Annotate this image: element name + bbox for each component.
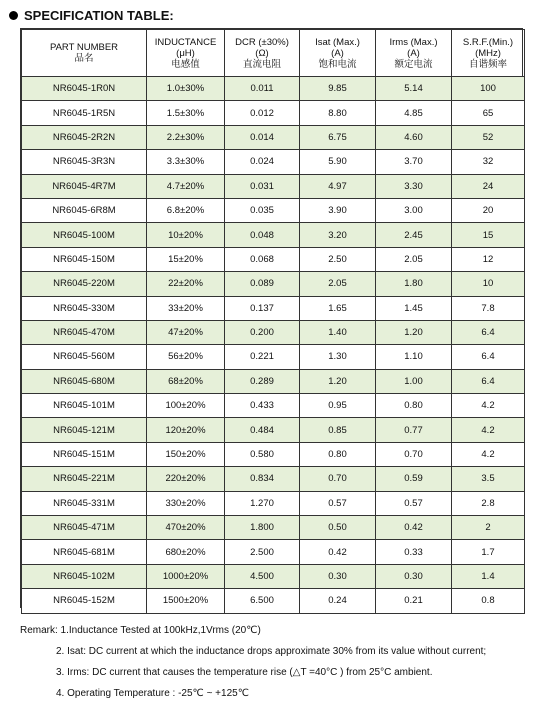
irms-cell: 4.85: [376, 101, 452, 125]
isat-cell: 3.90: [300, 198, 376, 222]
srf-cell: 4.2: [452, 418, 525, 442]
remark-4: 4. Operating Temperature : -25℃ ~ +125℃: [56, 688, 249, 699]
srf-cell: 6.4: [452, 369, 525, 393]
irms-cell: 1.80: [376, 272, 452, 296]
dcr-cell: 0.221: [225, 345, 300, 369]
table-row: [22, 467, 525, 491]
table-row: [22, 101, 525, 125]
part-number-cell: NR6045-470M: [22, 320, 147, 344]
part-number-cell: NR6045-221M: [22, 467, 147, 491]
irms-cell: 3.30: [376, 174, 452, 198]
srf-cell: 52: [452, 125, 525, 149]
table-row: [22, 516, 525, 540]
table-row: [22, 77, 525, 101]
isat-cell: 0.70: [300, 467, 376, 491]
srf-cell: 2.8: [452, 491, 525, 515]
dcr-cell: 0.834: [225, 467, 300, 491]
part-number-cell: NR6045-100M: [22, 223, 147, 247]
isat-cell: 3.20: [300, 223, 376, 247]
srf-cell: 32: [452, 150, 525, 174]
dcr-cell: 0.031: [225, 174, 300, 198]
inductance-cell: 1.5±30%: [147, 101, 225, 125]
table-row: [22, 418, 525, 442]
srf-cell: 12: [452, 247, 525, 271]
inductance-cell: 4.7±20%: [147, 174, 225, 198]
dcr-cell: 0.011: [225, 77, 300, 101]
header-dcr: DCR (±30%) (Ω) 直流电阻: [225, 30, 300, 77]
inductance-cell: 100±20%: [147, 394, 225, 418]
dcr-cell: 0.089: [225, 272, 300, 296]
part-number-cell: NR6045-471M: [22, 516, 147, 540]
srf-cell: 1.7: [452, 540, 525, 564]
dcr-cell: 0.024: [225, 150, 300, 174]
dcr-cell: 0.048: [225, 223, 300, 247]
isat-cell: 2.05: [300, 272, 376, 296]
specification-table: [21, 29, 525, 614]
section-title: [9, 6, 174, 24]
irms-cell: 3.70: [376, 150, 452, 174]
dcr-cell: 0.068: [225, 247, 300, 271]
srf-cell: 7.8: [452, 296, 525, 320]
inductance-cell: 3.3±30%: [147, 150, 225, 174]
srf-cell: 4.2: [452, 442, 525, 466]
part-number-cell: NR6045-2R2N: [22, 125, 147, 149]
irms-cell: 1.00: [376, 369, 452, 393]
table-row: [22, 198, 525, 222]
dcr-cell: 0.137: [225, 296, 300, 320]
inductance-cell: 220±20%: [147, 467, 225, 491]
inductance-cell: 56±20%: [147, 345, 225, 369]
table-row: [22, 174, 525, 198]
srf-cell: 20: [452, 198, 525, 222]
srf-cell: 6.4: [452, 345, 525, 369]
part-number-cell: NR6045-1R0N: [22, 77, 147, 101]
header-srf: S.R.F.(Min.) (MHz) 自谐频率: [452, 30, 525, 77]
srf-cell: 1.4: [452, 564, 525, 588]
dcr-cell: 0.580: [225, 442, 300, 466]
dcr-cell: 0.200: [225, 320, 300, 344]
dcr-cell: 2.500: [225, 540, 300, 564]
irms-cell: 0.77: [376, 418, 452, 442]
isat-cell: 1.65: [300, 296, 376, 320]
header-part-number: PART NUMBER 品名: [22, 30, 147, 77]
part-number-cell: NR6045-681M: [22, 540, 147, 564]
srf-cell: 15: [452, 223, 525, 247]
irms-cell: 0.80: [376, 394, 452, 418]
srf-cell: 0.8: [452, 589, 525, 613]
inductance-cell: 1000±20%: [147, 564, 225, 588]
irms-cell: 3.00: [376, 198, 452, 222]
remark-1: Remark: 1.Inductance Tested at 100kHz,1Vrms (20℃): [20, 625, 261, 636]
inductance-cell: 470±20%: [147, 516, 225, 540]
srf-cell: 2: [452, 516, 525, 540]
header-inductance: INDUCTANCE (μH) 电感值: [147, 30, 225, 77]
bullet-icon: [9, 11, 18, 20]
table-row: [22, 345, 525, 369]
remarks: [20, 620, 530, 704]
irms-cell: 0.57: [376, 491, 452, 515]
isat-cell: 4.97: [300, 174, 376, 198]
part-number-cell: NR6045-4R7M: [22, 174, 147, 198]
table-row: [22, 564, 525, 588]
irms-cell: 0.42: [376, 516, 452, 540]
dcr-cell: 0.289: [225, 369, 300, 393]
dcr-cell: 0.035: [225, 198, 300, 222]
srf-cell: 100: [452, 77, 525, 101]
part-number-cell: NR6045-560M: [22, 345, 147, 369]
irms-cell: 1.10: [376, 345, 452, 369]
isat-cell: 8.80: [300, 101, 376, 125]
inductance-cell: 150±20%: [147, 442, 225, 466]
part-number-cell: NR6045-330M: [22, 296, 147, 320]
isat-cell: 0.80: [300, 442, 376, 466]
table-body: [22, 77, 525, 614]
srf-cell: 65: [452, 101, 525, 125]
dcr-cell: 0.433: [225, 394, 300, 418]
irms-cell: 0.70: [376, 442, 452, 466]
isat-cell: 1.40: [300, 320, 376, 344]
part-number-cell: NR6045-6R8M: [22, 198, 147, 222]
inductance-cell: 6.8±20%: [147, 198, 225, 222]
dcr-cell: 0.484: [225, 418, 300, 442]
isat-cell: 1.30: [300, 345, 376, 369]
part-number-cell: NR6045-220M: [22, 272, 147, 296]
inductance-cell: 22±20%: [147, 272, 225, 296]
part-number-cell: NR6045-121M: [22, 418, 147, 442]
inductance-cell: 680±20%: [147, 540, 225, 564]
section-title-text: SPECIFICATION TABLE:: [24, 7, 174, 23]
dcr-cell: 6.500: [225, 589, 300, 613]
isat-cell: 0.50: [300, 516, 376, 540]
specification-table-container: [20, 28, 523, 608]
header-row: [22, 30, 525, 77]
inductance-cell: 10±20%: [147, 223, 225, 247]
table-row: [22, 296, 525, 320]
isat-cell: 6.75: [300, 125, 376, 149]
table-row: [22, 394, 525, 418]
table-row: [22, 150, 525, 174]
part-number-cell: NR6045-151M: [22, 442, 147, 466]
table-row: [22, 247, 525, 271]
isat-cell: 0.42: [300, 540, 376, 564]
inductance-cell: 1.0±30%: [147, 77, 225, 101]
part-number-cell: NR6045-152M: [22, 589, 147, 613]
isat-cell: 0.85: [300, 418, 376, 442]
irms-cell: 4.60: [376, 125, 452, 149]
inductance-cell: 120±20%: [147, 418, 225, 442]
table-row: [22, 589, 525, 613]
isat-cell: 0.24: [300, 589, 376, 613]
isat-cell: 9.85: [300, 77, 376, 101]
table-row: [22, 320, 525, 344]
remark-2: 2. Isat: DC current at which the inductance drops approximate 30% from its value without current;: [56, 646, 487, 657]
irms-cell: 2.05: [376, 247, 452, 271]
irms-cell: 0.59: [376, 467, 452, 491]
table-row: [22, 223, 525, 247]
irms-cell: 1.45: [376, 296, 452, 320]
inductance-cell: 33±20%: [147, 296, 225, 320]
table-row: [22, 369, 525, 393]
irms-cell: 1.20: [376, 320, 452, 344]
isat-cell: 0.95: [300, 394, 376, 418]
inductance-cell: 2.2±30%: [147, 125, 225, 149]
srf-cell: 4.2: [452, 394, 525, 418]
part-number-cell: NR6045-331M: [22, 491, 147, 515]
part-number-cell: NR6045-101M: [22, 394, 147, 418]
dcr-cell: 0.012: [225, 101, 300, 125]
srf-cell: 10: [452, 272, 525, 296]
inductance-cell: 68±20%: [147, 369, 225, 393]
table-row: [22, 491, 525, 515]
srf-cell: 3.5: [452, 467, 525, 491]
irms-cell: 5.14: [376, 77, 452, 101]
isat-cell: 0.30: [300, 564, 376, 588]
srf-cell: 24: [452, 174, 525, 198]
dcr-cell: 4.500: [225, 564, 300, 588]
irms-cell: 0.21: [376, 589, 452, 613]
remark-3: 3. Irms: DC current that causes the temperature rise (△T =40°C ) from 25°C ambient.: [56, 667, 433, 678]
dcr-cell: 0.014: [225, 125, 300, 149]
table-row: [22, 125, 525, 149]
srf-cell: 6.4: [452, 320, 525, 344]
header-irms: Irms (Max.) (A) 额定电流: [376, 30, 452, 77]
isat-cell: 0.57: [300, 491, 376, 515]
inductance-cell: 47±20%: [147, 320, 225, 344]
part-number-cell: NR6045-102M: [22, 564, 147, 588]
inductance-cell: 15±20%: [147, 247, 225, 271]
header-isat: Isat (Max.) (A) 饱和电流: [300, 30, 376, 77]
dcr-cell: 1.270: [225, 491, 300, 515]
irms-cell: 0.33: [376, 540, 452, 564]
inductance-cell: 1500±20%: [147, 589, 225, 613]
irms-cell: 0.30: [376, 564, 452, 588]
isat-cell: 2.50: [300, 247, 376, 271]
part-number-cell: NR6045-1R5N: [22, 101, 147, 125]
part-number-cell: NR6045-3R3N: [22, 150, 147, 174]
part-number-cell: NR6045-150M: [22, 247, 147, 271]
table-row: [22, 272, 525, 296]
table-row: [22, 540, 525, 564]
table-row: [22, 442, 525, 466]
isat-cell: 1.20: [300, 369, 376, 393]
dcr-cell: 1.800: [225, 516, 300, 540]
isat-cell: 5.90: [300, 150, 376, 174]
irms-cell: 2.45: [376, 223, 452, 247]
part-number-cell: NR6045-680M: [22, 369, 147, 393]
inductance-cell: 330±20%: [147, 491, 225, 515]
